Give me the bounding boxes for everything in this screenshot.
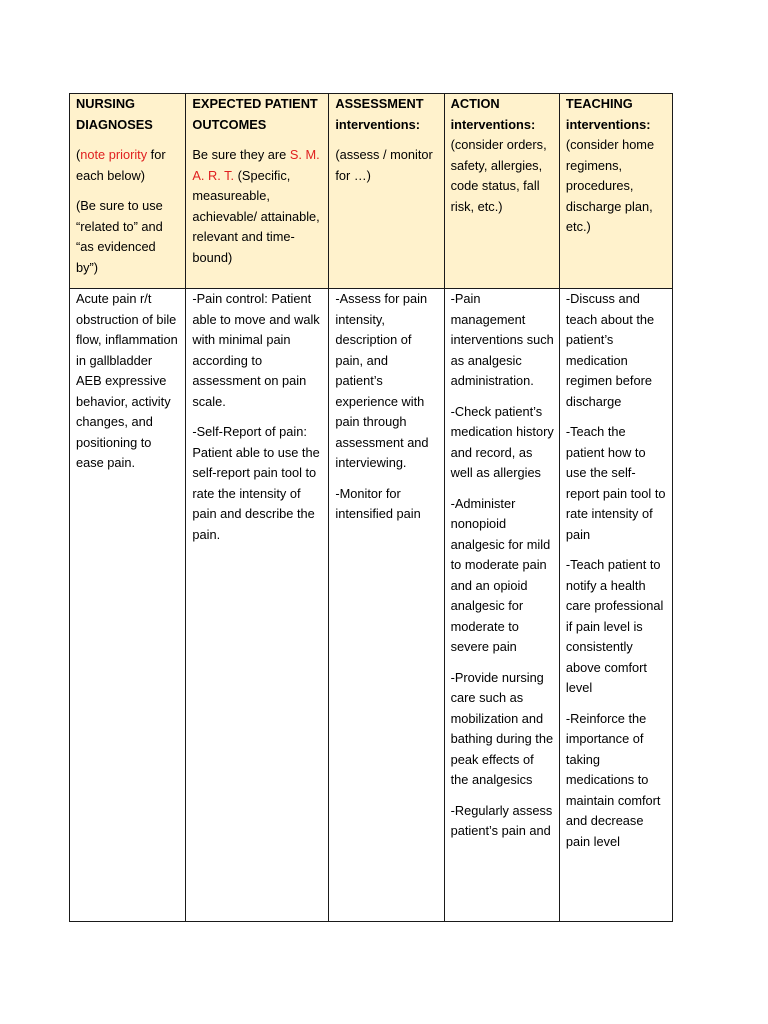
header-nursing-diagnoses [70,94,186,289]
smart-note-pre: Be sure they are [192,147,290,162]
action-item: -Provide nursing care such as mobilization and bathing during the peak effects of the analgesics [450,669,554,787]
cell-teaching [559,289,672,922]
teaching-item: -Teach the patient how to use the self-report pain tool to rate intensity of pain [565,424,666,542]
smart-note-post: (Specific, measureable, achievable/ attainable, relevant and time-bound) [192,167,320,265]
outcome-item: -Pain control: Patient able to move and walk with minimal pain according to assessment on pain scale. [192,291,320,409]
header-assessment-interventions [329,94,444,289]
cell-outcomes [186,289,329,922]
priority-note-emphasis: note priority [80,147,148,162]
priority-note-rest: for each below) [76,147,166,183]
action-item: -Pain management interventions such as analgesic administration. [450,291,554,388]
header-expected-outcomes [186,94,329,289]
teaching-item: -Discuss and teach about the patient’s medication regimen before discharge [565,291,655,409]
cell-assessment [329,289,444,922]
header-action-title: ACTION interventions: [450,96,536,132]
header-teaching-interventions [559,94,672,289]
header-teaching-title: TEACHING interventions: [565,96,651,132]
teaching-item: -Reinforce the importance of taking medications to maintain comfort and decrease pain level [565,710,661,849]
priority-note-open: ( [76,147,81,162]
action-item: -Regularly assess patient’s pain and [450,802,553,838]
nursing-care-plan-table [69,93,673,922]
cell-action [444,289,559,922]
header-assessment-note: (assess / monitor for …) [335,147,433,183]
header-diagnoses-priority-note [76,145,180,186]
teaching-item: -Teach patient to notify a health care professional if pain level is consistently above comfort level [565,557,664,695]
header-diagnoses-title-line1: NURSING [76,96,136,111]
header-diagnoses-title-line2: DIAGNOSES [76,116,153,132]
outcome-item: -Self-Report of pain: Patient able to use the self-report pain tool to rate the intensity of pain and describe the pain. [192,424,320,542]
header-action-note: (consider orders, safety, allergies, code status, fall risk, etc.) [450,137,547,214]
header-outcomes-smart-note [192,145,323,268]
table-row [70,289,673,922]
table-header-row [70,94,673,289]
action-item: -Check patient’s medication history and record, as well as allergies [450,403,554,480]
cell-diagnosis [70,289,186,922]
diagnosis-text: Acute pain r/t obstruction of bile flow, inflammation in gallbladder AEB expressive behavior, activity changes, and positioning to ease pain. [76,291,178,470]
header-outcomes-title: EXPECTED PATIENT OUTCOMES [192,96,318,132]
assessment-item: -Assess for pain intensity, description of pain, and patient’s experience with pain through assessment and interviewing. [335,291,429,470]
header-diagnoses-usage-note: (Be sure to use “related to” and “as evidenced by”) [76,198,163,275]
header-assessment-title: ASSESSMENT interventions: [335,96,424,132]
smart-note-emphasis: S. M. A. R. T. [192,147,320,183]
header-action-interventions [444,94,559,289]
action-item: -Administer nonopioid analgesic for mild to moderate pain and an opioid analgesic for moderate to severe pain [450,495,551,654]
assessment-item: -Monitor for intensified pain [335,485,421,521]
header-teaching-note: (consider home regimens, procedures, discharge plan, etc.) [565,137,655,234]
